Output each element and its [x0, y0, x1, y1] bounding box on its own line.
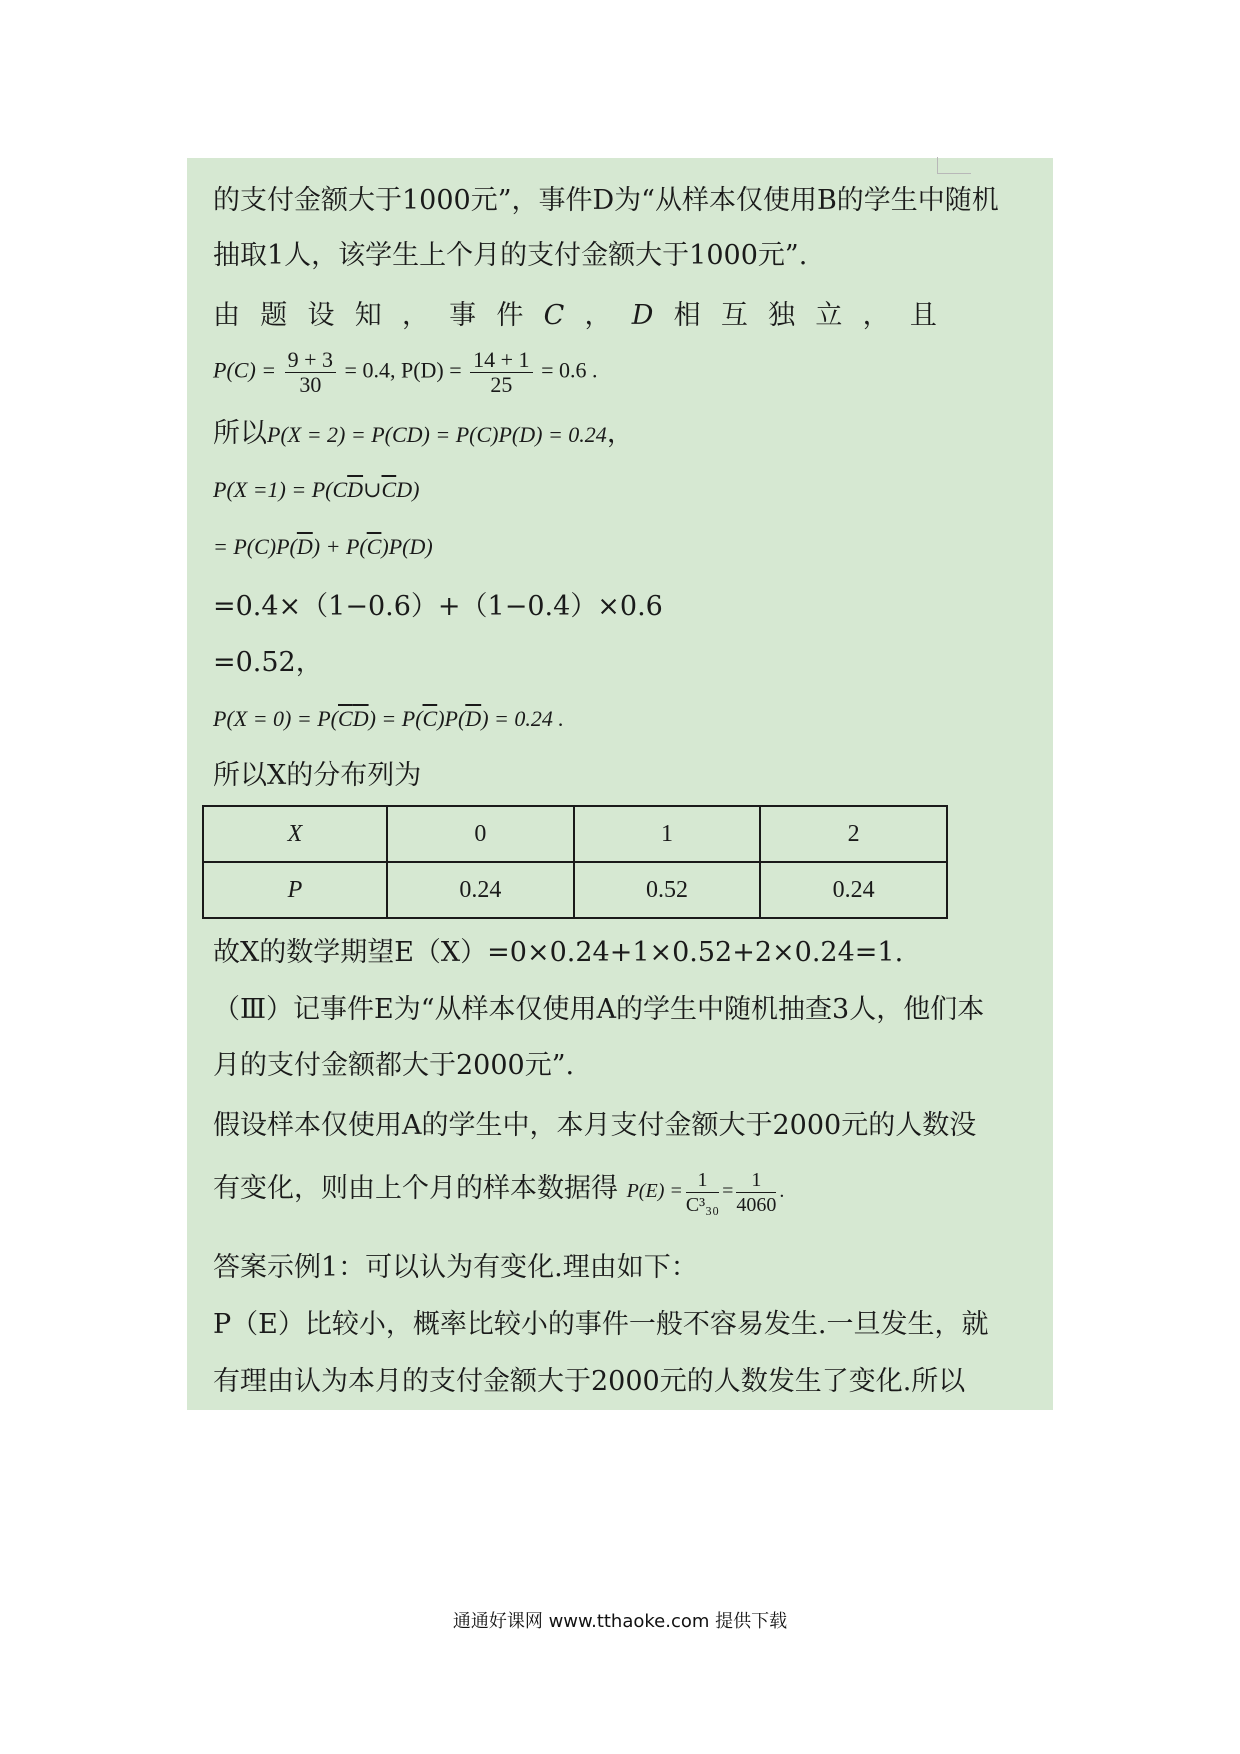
text-line: （Ⅲ）记事件E为“从样本仅使用A的学生中随机抽查3人，他们本 [213, 994, 985, 1025]
word: 件 [496, 300, 524, 331]
word: 由 [213, 300, 240, 331]
table-cell: 2 [760, 806, 947, 862]
fraction: $\frac{14 + 1}{25}$ [470, 348, 532, 397]
text-line: 所以P(X = 2) = P(CD) = P(C)P(D) = 0.24， [213, 418, 634, 449]
formula-line: $P(X =1) = P(C\overline{D}\cup\overline{C}D)$ [213, 477, 420, 502]
formula-line: P(C) = $\frac{9 + 3}{30}$ = 0.4, P(D) = $\frac{14 + 1}{25}$ = 0.6 . [213, 347, 598, 397]
text-line: =0.52， [213, 647, 323, 678]
distribution-table [202, 805, 948, 919]
fraction: $\frac{9 + 3}{30}$ [285, 348, 336, 397]
table-cell: 0 [387, 806, 574, 862]
page-footer: 通通好课网 www.tthaoke.com 提供下载 [452, 1611, 788, 1632]
text-line [213, 298, 937, 334]
word: 独 [768, 300, 796, 331]
text-line: 有变化，则由上个月的样本数据得 P(E) = $\frac{1}{\text{C³₃₀}}$ = $\frac{1}{4060}$ . [213, 1169, 785, 1216]
word: C [543, 300, 565, 331]
word: 事 [449, 300, 477, 331]
corner-mark [937, 157, 938, 174]
spread-line [213, 298, 937, 334]
table-cell: X [203, 806, 387, 862]
word: 相 [673, 300, 701, 331]
word: 互 [720, 300, 748, 331]
table-cell: 0.52 [574, 862, 761, 918]
word: 立 [815, 300, 843, 331]
word: 题 [260, 300, 288, 331]
text-line: 答案示例1：可以认为有变化.理由如下： [213, 1252, 698, 1283]
formula-line: = $P(C)P(\overline{D}) + P(\overline{C})P(D)$ [213, 534, 433, 559]
text-line: 所以X的分布列为 [213, 760, 422, 791]
table-cell: 0.24 [387, 862, 574, 918]
word: ， [862, 300, 890, 331]
table-cell: 0.24 [760, 862, 947, 918]
word: ， [401, 300, 429, 331]
table-cell: 1 [574, 806, 761, 862]
formula-line: $P(X = 0) = P(\overline{C}\overline{D}) = P(\overline{C})P(\overline{D}) = 0.24$ . [213, 706, 564, 731]
table-row [203, 862, 947, 918]
text-line: 月的支付金额都大于2000元”. [213, 1050, 575, 1081]
word: 且 [909, 300, 937, 331]
text-line: 的支付金额大于1000元”，事件D为“从样本仅使用B的学生中随机 [213, 185, 999, 216]
corner-mark [937, 173, 971, 174]
word: D [631, 300, 654, 331]
fraction: $\frac{1}{\text{C³₃₀}}$ [685, 1169, 720, 1216]
table-cell: P [203, 862, 387, 918]
text-line: 有理由认为本月的支付金额大于2000元的人数发生了变化.所以 [213, 1366, 966, 1397]
word: 设 [307, 300, 335, 331]
fraction: $\frac{1}{4060}$ [736, 1169, 777, 1216]
table-row [203, 806, 947, 862]
text-line: P（E）比较小，概率比较小的事件一般不容易发生.一旦发生，就 [213, 1309, 989, 1340]
text-line: =0.4×（1−0.6）+（1−0.4）×0.6 [213, 591, 663, 622]
text-line: 抽取1人，该学生上个月的支付金额大于1000元”. [213, 240, 808, 271]
text-line: 故X的数学期望E（X）=0×0.24+1×0.52+2×0.24=1. [213, 937, 904, 968]
word: 知 [354, 300, 382, 331]
word: ， [584, 300, 612, 331]
text-line: 假设样本仅使用A的学生中，本月支付金额大于2000元的人数没 [213, 1110, 977, 1141]
